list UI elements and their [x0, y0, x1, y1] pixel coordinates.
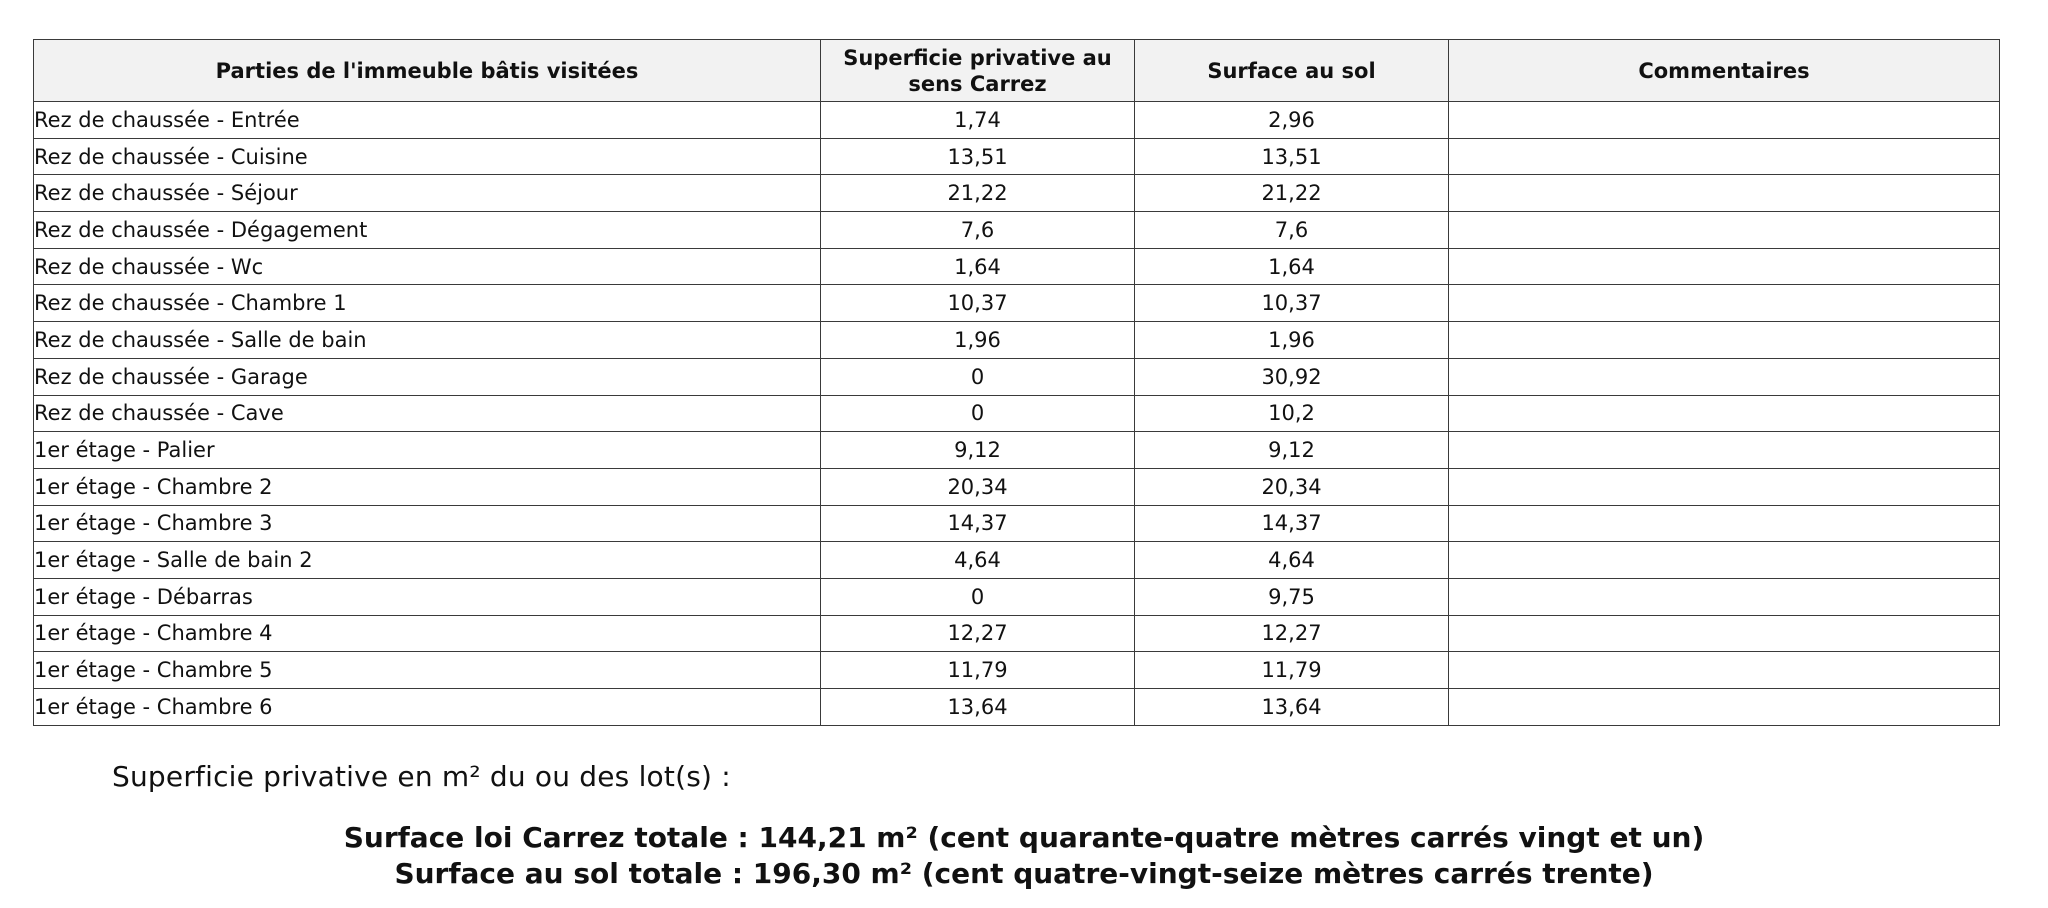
cell-piece: Rez de chaussée - Chambre 1: [34, 285, 821, 322]
table-row: [34, 285, 2000, 322]
cell-surface-sol: 9,75: [1135, 578, 1449, 615]
totals-block: [0, 820, 2048, 892]
cell-commentaire: [1449, 138, 2000, 175]
cell-surface-sol: 7,6: [1135, 212, 1449, 249]
cell-commentaire: [1449, 322, 2000, 359]
cell-surface-sol: 13,51: [1135, 138, 1449, 175]
cell-commentaire: [1449, 358, 2000, 395]
cell-surface-sol: 9,12: [1135, 432, 1449, 469]
cell-surface-sol: 10,37: [1135, 285, 1449, 322]
cell-carrez: 0: [821, 578, 1135, 615]
header-piece: Parties de l'immeuble bâtis visitées: [34, 40, 821, 102]
cell-commentaire: [1449, 468, 2000, 505]
cell-piece: 1er étage - Palier: [34, 432, 821, 469]
table-row: [34, 578, 2000, 615]
cell-carrez: 1,64: [821, 248, 1135, 285]
cell-piece: Rez de chaussée - Garage: [34, 358, 821, 395]
cell-carrez: 10,37: [821, 285, 1135, 322]
table-row: [34, 505, 2000, 542]
cell-carrez: 21,22: [821, 175, 1135, 212]
cell-surface-sol: 2,96: [1135, 102, 1449, 139]
cell-surface-sol: 10,2: [1135, 395, 1449, 432]
cell-commentaire: [1449, 615, 2000, 652]
cell-surface-sol: 20,34: [1135, 468, 1449, 505]
cell-carrez: 4,64: [821, 542, 1135, 579]
cell-piece: Rez de chaussée - Séjour: [34, 175, 821, 212]
cell-piece: Rez de chaussée - Entrée: [34, 102, 821, 139]
cell-carrez: 20,34: [821, 468, 1135, 505]
cell-piece: 1er étage - Chambre 2: [34, 468, 821, 505]
table-row: [34, 322, 2000, 359]
table-row: [34, 212, 2000, 249]
cell-carrez: 14,37: [821, 505, 1135, 542]
cell-carrez: 1,96: [821, 322, 1135, 359]
header-surface-sol: Surface au sol: [1135, 40, 1449, 102]
cell-surface-sol: 1,96: [1135, 322, 1449, 359]
cell-surface-sol: 13,64: [1135, 689, 1449, 726]
table-row: [34, 395, 2000, 432]
cell-carrez: 13,51: [821, 138, 1135, 175]
cell-surface-sol: 4,64: [1135, 542, 1449, 579]
summary-intro: Superficie privative en m² du ou des lot(s) :: [112, 760, 731, 793]
table-row: [34, 175, 2000, 212]
table-row: [34, 358, 2000, 395]
surfaces-document: [33, 39, 1999, 726]
cell-carrez: 11,79: [821, 652, 1135, 689]
table-row: [34, 615, 2000, 652]
cell-commentaire: [1449, 542, 2000, 579]
table-header-row: [34, 40, 2000, 102]
cell-carrez: 7,6: [821, 212, 1135, 249]
table-row: [34, 652, 2000, 689]
cell-commentaire: [1449, 652, 2000, 689]
table-row: [34, 542, 2000, 579]
table-row: [34, 102, 2000, 139]
table-row: [34, 138, 2000, 175]
cell-commentaire: [1449, 212, 2000, 249]
cell-piece: Rez de chaussée - Cuisine: [34, 138, 821, 175]
carrez-total: Surface loi Carrez totale : 144,21 m² (cent quarante-quatre mètres carrés vingt et un): [343, 821, 1705, 854]
cell-commentaire: [1449, 175, 2000, 212]
header-carrez: [821, 40, 1135, 102]
cell-commentaire: [1449, 248, 2000, 285]
cell-surface-sol: 30,92: [1135, 358, 1449, 395]
cell-surface-sol: 21,22: [1135, 175, 1449, 212]
header-commentaires: Commentaires: [1449, 40, 2000, 102]
cell-commentaire: [1449, 432, 2000, 469]
cell-piece: 1er étage - Chambre 6: [34, 689, 821, 726]
table-row: [34, 248, 2000, 285]
cell-piece: 1er étage - Chambre 5: [34, 652, 821, 689]
sol-total: Surface au sol totale : 196,30 m² (cent quatre-vingt-seize mètres carrés trente): [394, 857, 1654, 890]
table-row: [34, 689, 2000, 726]
cell-piece: 1er étage - Débarras: [34, 578, 821, 615]
cell-piece: Rez de chaussée - Salle de bain: [34, 322, 821, 359]
cell-piece: Rez de chaussée - Dégagement: [34, 212, 821, 249]
cell-piece: 1er étage - Chambre 3: [34, 505, 821, 542]
header-carrez-label: Superficie privative au sens Carrez: [843, 45, 1112, 96]
cell-piece: 1er étage - Chambre 4: [34, 615, 821, 652]
cell-commentaire: [1449, 689, 2000, 726]
table-row: [34, 432, 2000, 469]
cell-carrez: 0: [821, 358, 1135, 395]
cell-surface-sol: 1,64: [1135, 248, 1449, 285]
cell-piece: 1er étage - Salle de bain 2: [34, 542, 821, 579]
cell-carrez: 1,74: [821, 102, 1135, 139]
cell-commentaire: [1449, 285, 2000, 322]
surfaces-table: [33, 39, 2000, 726]
cell-commentaire: [1449, 102, 2000, 139]
table-body: [34, 102, 2000, 726]
cell-piece: Rez de chaussée - Wc: [34, 248, 821, 285]
cell-carrez: 12,27: [821, 615, 1135, 652]
table-row: [34, 468, 2000, 505]
cell-commentaire: [1449, 505, 2000, 542]
cell-surface-sol: 11,79: [1135, 652, 1449, 689]
cell-surface-sol: 14,37: [1135, 505, 1449, 542]
cell-carrez: 0: [821, 395, 1135, 432]
cell-commentaire: [1449, 395, 2000, 432]
cell-surface-sol: 12,27: [1135, 615, 1449, 652]
cell-piece: Rez de chaussée - Cave: [34, 395, 821, 432]
cell-carrez: 9,12: [821, 432, 1135, 469]
cell-carrez: 13,64: [821, 689, 1135, 726]
cell-commentaire: [1449, 578, 2000, 615]
